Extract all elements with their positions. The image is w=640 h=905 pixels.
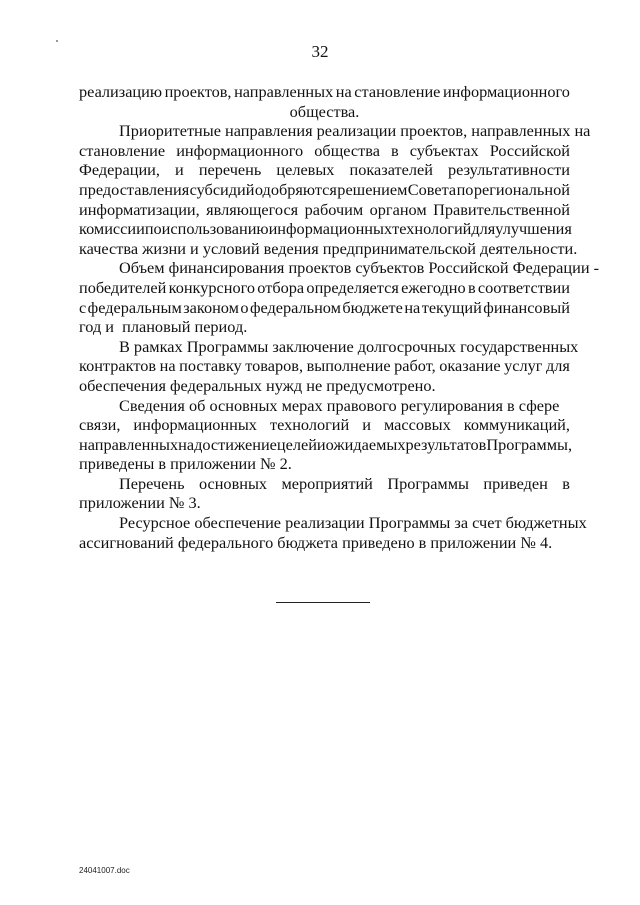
word: органом: [369, 199, 427, 219]
word: и: [316, 434, 326, 454]
text-line: обеспечения федеральных нужд не предусмотрено.: [79, 375, 436, 395]
text-line: общества.: [289, 101, 360, 121]
word: законом: [183, 297, 239, 317]
text-line: [79, 415, 570, 435]
word: являющегося: [206, 199, 299, 219]
word: поставку: [179, 356, 242, 376]
text-line: приведены в приложении № 2.: [79, 454, 292, 474]
word: улучшения: [495, 219, 572, 239]
closing-rule: [276, 602, 370, 603]
word: Федерации,: [79, 160, 160, 180]
word: по: [144, 219, 162, 239]
text-line: [79, 82, 570, 102]
word: использованию: [161, 219, 269, 239]
word: о: [240, 297, 249, 317]
word: информационного: [176, 140, 304, 160]
word: по: [456, 179, 474, 199]
word: общества: [314, 140, 380, 160]
word: Программы,: [486, 434, 573, 454]
text-line: Приоритетные направления реализации проектов, направленных на: [119, 121, 591, 141]
word: проектов,: [164, 82, 232, 101]
text-line: [79, 180, 570, 200]
word: финансовый: [483, 297, 570, 317]
text-line: [79, 219, 570, 239]
word: Правительственной: [433, 199, 570, 219]
word: субсидий: [189, 179, 255, 199]
word: соответствии: [477, 277, 570, 297]
word: направленных: [234, 82, 334, 101]
word: федеральном: [249, 297, 341, 317]
word: мероприятий: [281, 473, 373, 493]
word: работ,: [394, 356, 436, 376]
word: услуг: [504, 356, 543, 376]
text-line: [79, 434, 573, 455]
word: отбора: [257, 277, 305, 297]
word: в: [562, 473, 570, 493]
word: региональной: [473, 179, 570, 199]
word: на: [335, 82, 352, 101]
word: и: [175, 160, 184, 180]
word: определяется: [306, 277, 399, 297]
word: текущий: [421, 297, 482, 317]
paragraph: [79, 474, 570, 513]
word: информационных: [268, 219, 393, 239]
paragraph: [79, 395, 573, 474]
word: Программы: [387, 473, 469, 493]
word: конкурсного: [168, 277, 256, 297]
text-line: качества жизни и условий ведения предпринимательской деятельности.: [79, 238, 578, 258]
word: информационного: [442, 82, 570, 101]
word: товаров,: [245, 356, 304, 376]
word: достижение: [194, 434, 277, 454]
word: коммуникаций,: [463, 415, 570, 435]
word: федеральным: [87, 297, 182, 317]
text-line: [79, 200, 570, 220]
word: приведен: [483, 473, 548, 493]
word: предоставления: [79, 179, 190, 199]
word: целей: [276, 434, 317, 454]
word: Перечень: [119, 473, 185, 493]
word: бюджете: [342, 297, 403, 317]
word: результатов: [405, 434, 487, 454]
word: победителей: [79, 277, 167, 297]
word: для: [471, 219, 496, 239]
word: становление: [354, 82, 441, 101]
word: и: [362, 415, 371, 435]
word: ежегодно: [401, 277, 466, 297]
word: для: [546, 356, 570, 376]
text-line: В рамках Программы заключение долгосрочных государственных: [119, 336, 579, 356]
text-line: [79, 141, 570, 161]
word: на: [404, 297, 421, 317]
word: показателей: [349, 160, 433, 180]
word: субъектах: [409, 140, 479, 160]
paragraph: [79, 513, 587, 552]
text-line: [79, 298, 570, 318]
document-body: [79, 82, 600, 552]
paragraph: [79, 82, 570, 121]
word: технологий: [269, 415, 350, 435]
text-line: Сведения об основных мерах правового регулирования в сфере: [119, 395, 560, 415]
text-line: [79, 474, 570, 494]
word: Совета: [407, 179, 457, 199]
word: информационных: [133, 415, 257, 435]
word: основных: [198, 473, 268, 493]
word: контрактов: [79, 356, 157, 376]
word: комиссии: [79, 219, 145, 239]
word: рабочим: [304, 199, 364, 219]
word: выполнение: [306, 356, 391, 376]
text-line: Ресурсное обеспечение реализации Программы за счет бюджетных: [119, 513, 587, 533]
word: результативности: [448, 160, 570, 180]
paragraph: [79, 258, 600, 337]
word: ожидаемых: [325, 434, 406, 454]
word: оказание: [439, 356, 501, 376]
word: целевых: [276, 160, 335, 180]
text-line: [79, 160, 570, 180]
page-number: 32: [311, 42, 329, 61]
text-line: [79, 356, 570, 376]
word: массовых: [383, 415, 451, 435]
text-line: ассигнований федерального бюджета приведено в приложении № 4.: [79, 532, 553, 552]
word: перечень: [198, 160, 262, 180]
word: реализацию: [79, 82, 163, 101]
word: одобряются: [254, 179, 337, 199]
word: в: [467, 277, 476, 297]
word: решением: [337, 179, 408, 199]
word: на: [178, 434, 195, 454]
text-line: приложении № 3.: [79, 493, 201, 513]
word: в: [391, 140, 399, 160]
word: связи,: [79, 415, 121, 435]
text-line: Объем финансирования проектов субъектов Российской Федерации -: [119, 258, 600, 278]
word: информатизации,: [79, 199, 200, 219]
text-line: год и плановый период.: [79, 317, 248, 337]
paragraph: [79, 121, 591, 258]
paragraph: [79, 336, 579, 396]
word: технологий: [392, 219, 472, 239]
word: с: [79, 297, 87, 317]
word: становление: [79, 140, 166, 160]
text-line: [79, 278, 570, 298]
footer-filename: 24041007.doc: [79, 866, 130, 875]
word: Российской: [489, 140, 570, 160]
word: на: [159, 356, 176, 376]
word: направленных: [79, 434, 179, 454]
